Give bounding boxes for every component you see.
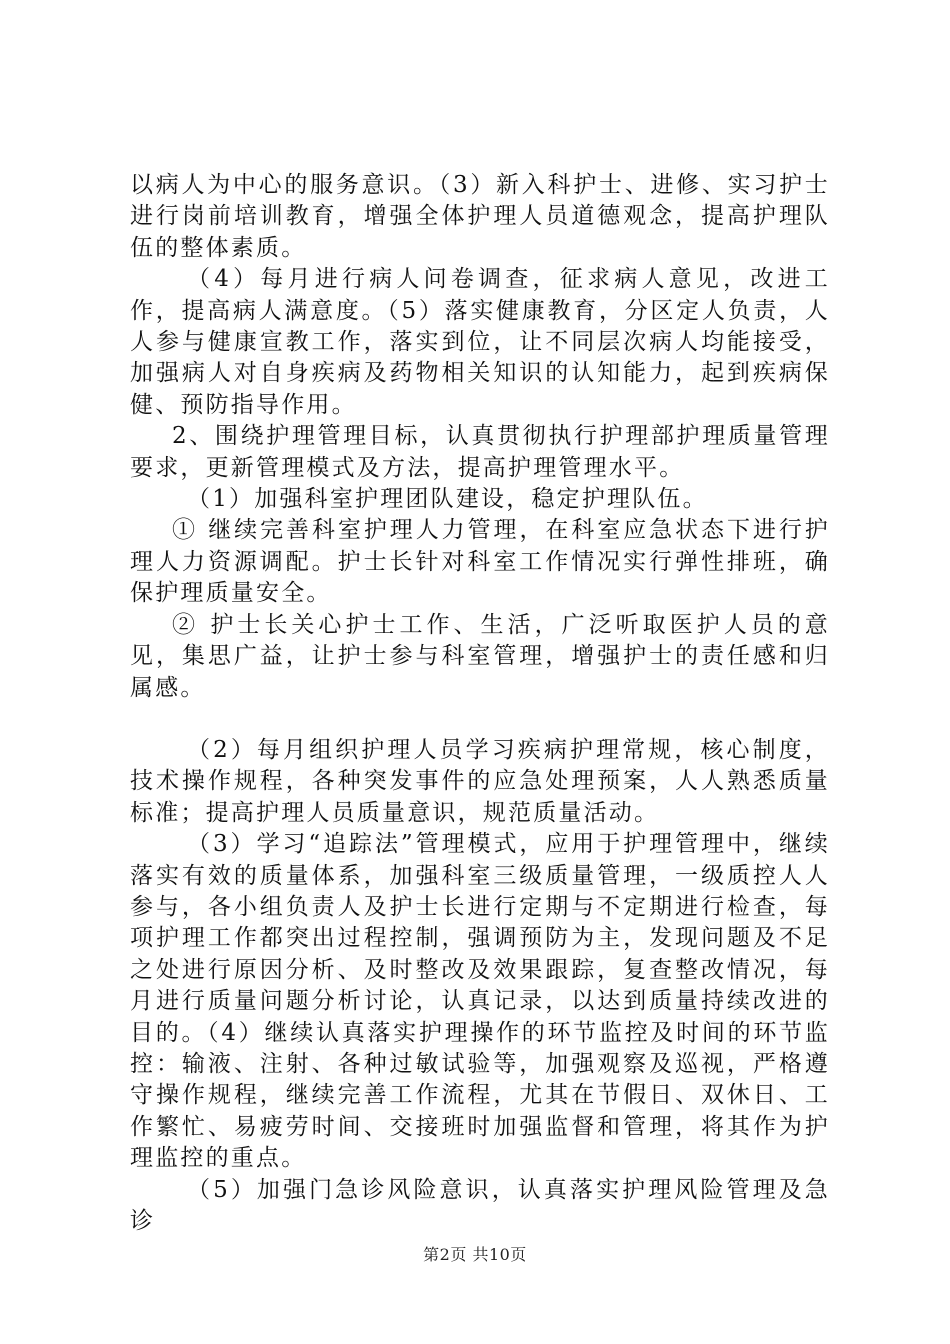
paragraph-8: （3）学习“追踪法”管理模式，应用于护理管理中，继续落实有效的质量体系，加强科室三级质量管理，一级质控人人参与，各小组负责人及护士长进行定期与不定期进行检查，每项护理工作都突出过程控制，强调预防为主，发现问题及不足之处进行原因分析、及时整改及效果跟踪，复查整改情况，每月进行质量问题分析讨论，认真记录，以达到质量持续改进的目的。（4）继续认真落实护理操作的环节监控及时间的环节监控：输液、注射、各种过敏试验等，加强观察及巡视，严格遵守操作规程，继续完善工作流程，尤其在节假日、双休日、工作繁忙、易疲劳时间、交接班时加强监督和管理，将其作为护理监控的重点。 <box>130 831 830 1172</box>
page-footer <box>0 1245 950 1265</box>
page-number-label: 第2页 共10页 <box>423 1245 527 1264</box>
paragraph-3: 2、围绕护理管理目标，认真贯彻执行护理部护理质量管理要求，更新管理模式及方法，提高护理管理水平。 <box>130 423 830 481</box>
paragraph-6: ② 护士长关心护士工作、生活，广泛听取医护人员的意见，集思广益，让护士参与科室管理，增强护士的责任感和归属感。 <box>130 611 830 701</box>
document-body <box>130 170 830 1237</box>
paragraph-9: （5）加强门急诊风险意识，认真落实护理风险管理及急诊 <box>130 1176 830 1234</box>
paragraph-4: （1）加强科室护理团队建设，稳定护理队伍。 <box>187 486 708 513</box>
paragraph-7: （2）每月组织护理人员学习疾病护理常规，核心制度，技术操作规程，各种突发事件的应急处理预案，人人熟悉质量标准；提高护理人员质量意识，规范质量活动。 <box>130 736 830 826</box>
paragraph-spacer <box>130 704 830 735</box>
paragraph-5: ① 继续完善科室护理人力管理，在科室应急状态下进行护理人力资源调配。护士长针对科室工作情况实行弹性排班，确保护理质量安全。 <box>130 517 830 607</box>
paragraph-1: 以病人为中心的服务意识。（3）新入科护士、进修、实习护士进行岗前培训教育，增强全体护理人员道德观念，提高护理队伍的整体素质。 <box>130 172 830 261</box>
paragraph-2: （4）每月进行病人问卷调查，征求病人意见，改进工作，提高病人满意度。（5）落实健康教育，分区定人负责，人人参与健康宣教工作，落实到位，让不同层次病人均能接受，加强病人对自身疾病及药物相关知识的认知能力，起到疾病保健、预防指导作用。 <box>130 266 830 418</box>
